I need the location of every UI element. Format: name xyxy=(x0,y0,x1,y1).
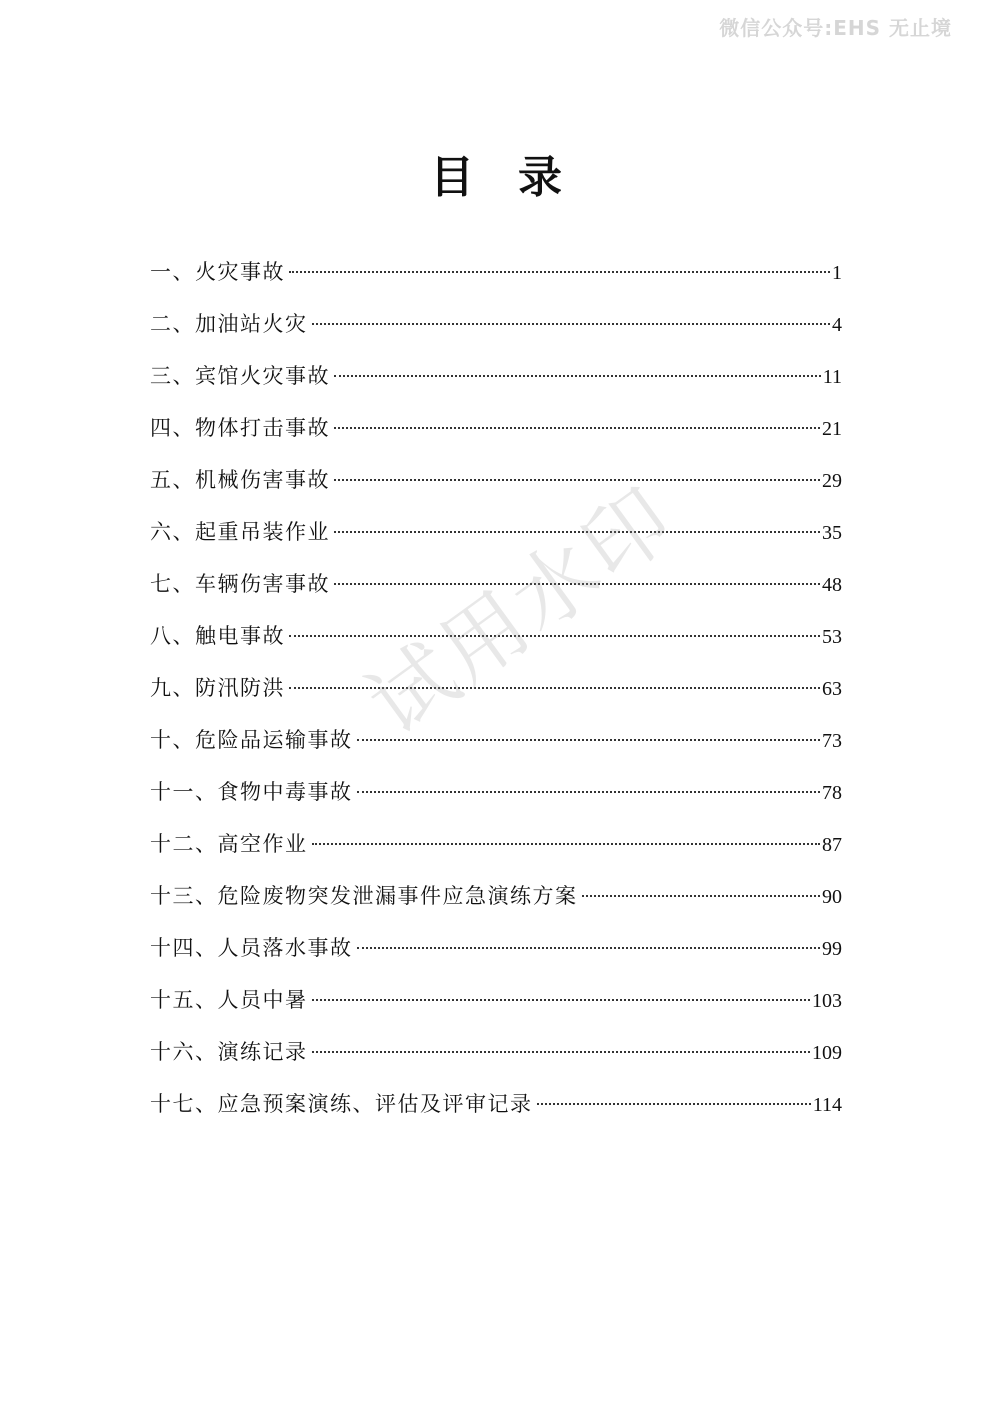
toc-entry-page: 78 xyxy=(822,782,842,804)
toc-entry[interactable] xyxy=(150,454,842,506)
toc-entry-label: 六、起重吊装作业 xyxy=(150,520,330,544)
toc-entry-page: 109 xyxy=(812,1042,842,1064)
toc-entry-label: 十二、高空作业 xyxy=(150,832,308,856)
toc-leader xyxy=(357,947,821,949)
toc-entry[interactable] xyxy=(150,662,842,714)
toc-entry[interactable] xyxy=(150,246,842,298)
toc-entry-page: 90 xyxy=(822,886,842,908)
toc-leader xyxy=(334,375,821,377)
toc-entry[interactable] xyxy=(150,766,842,818)
toc-entry-page: 4 xyxy=(832,314,842,336)
toc-entry-page: 103 xyxy=(812,990,842,1012)
toc-leader xyxy=(334,479,820,481)
toc-entry[interactable] xyxy=(150,870,842,922)
toc-entry-label: 十、危险品运输事故 xyxy=(150,728,353,752)
toc-entry-label: 二、加油站火灾 xyxy=(150,312,308,336)
header-watermark: 微信公众号:EHS 无止境 xyxy=(719,16,952,40)
toc-entry-page: 87 xyxy=(822,834,842,856)
toc-entry-page: 21 xyxy=(822,418,842,440)
toc-entry[interactable] xyxy=(150,714,842,766)
toc-entry-page: 35 xyxy=(822,522,842,544)
toc-leader xyxy=(312,843,821,845)
table-of-contents xyxy=(150,246,842,1130)
toc-entry-label: 十一、食物中毒事故 xyxy=(150,780,353,804)
toc-entry[interactable] xyxy=(150,1026,842,1078)
toc-leader xyxy=(289,271,830,273)
toc-leader xyxy=(582,895,821,897)
toc-leader xyxy=(357,791,821,793)
toc-entry-label: 一、火灾事故 xyxy=(150,260,285,284)
toc-entry-label: 七、车辆伤害事故 xyxy=(150,572,330,596)
toc-entry[interactable] xyxy=(150,922,842,974)
toc-entry-page: 29 xyxy=(822,470,842,492)
toc-entry[interactable] xyxy=(150,818,842,870)
toc-leader xyxy=(312,999,811,1001)
toc-entry-label: 十三、危险废物突发泄漏事件应急演练方案 xyxy=(150,884,578,908)
toc-entry-page: 48 xyxy=(822,574,842,596)
toc-entry[interactable] xyxy=(150,402,842,454)
toc-entry-label: 十四、人员落水事故 xyxy=(150,936,353,960)
toc-entry[interactable] xyxy=(150,974,842,1026)
toc-entry-page: 99 xyxy=(822,938,842,960)
toc-entry-label: 九、防汛防洪 xyxy=(150,676,285,700)
toc-leader xyxy=(334,531,820,533)
toc-leader xyxy=(357,739,821,741)
toc-entry-page: 53 xyxy=(822,626,842,648)
toc-entry[interactable] xyxy=(150,1078,842,1130)
toc-entry-page: 63 xyxy=(822,678,842,700)
toc-entry[interactable] xyxy=(150,610,842,662)
trial-watermark: 试用水印 xyxy=(350,467,693,754)
toc-leader xyxy=(289,635,820,637)
toc-entry[interactable] xyxy=(150,350,842,402)
toc-leader xyxy=(289,687,820,689)
toc-leader xyxy=(334,427,820,429)
toc-leader xyxy=(537,1103,811,1105)
toc-entry-label: 十五、人员中暑 xyxy=(150,988,308,1012)
toc-entry-page: 1 xyxy=(832,262,842,284)
toc-entry-label: 四、物体打击事故 xyxy=(150,416,330,440)
toc-entry-page: 73 xyxy=(822,730,842,752)
toc-entry-page: 11 xyxy=(822,366,842,388)
toc-entry[interactable] xyxy=(150,298,842,350)
page-title: 目录 xyxy=(430,152,606,203)
toc-entry[interactable] xyxy=(150,558,842,610)
toc-entry-page: 114 xyxy=(812,1094,842,1116)
toc-entry-label: 八、触电事故 xyxy=(150,624,285,648)
toc-entry-label: 十七、应急预案演练、评估及评审记录 xyxy=(150,1092,533,1116)
toc-entry-label: 三、宾馆火灾事故 xyxy=(150,364,330,388)
toc-leader xyxy=(334,583,820,585)
toc-entry-label: 十六、演练记录 xyxy=(150,1040,308,1064)
toc-leader xyxy=(312,1051,811,1053)
toc-leader xyxy=(312,323,831,325)
toc-entry-label: 五、机械伤害事故 xyxy=(150,468,330,492)
toc-entry[interactable] xyxy=(150,506,842,558)
